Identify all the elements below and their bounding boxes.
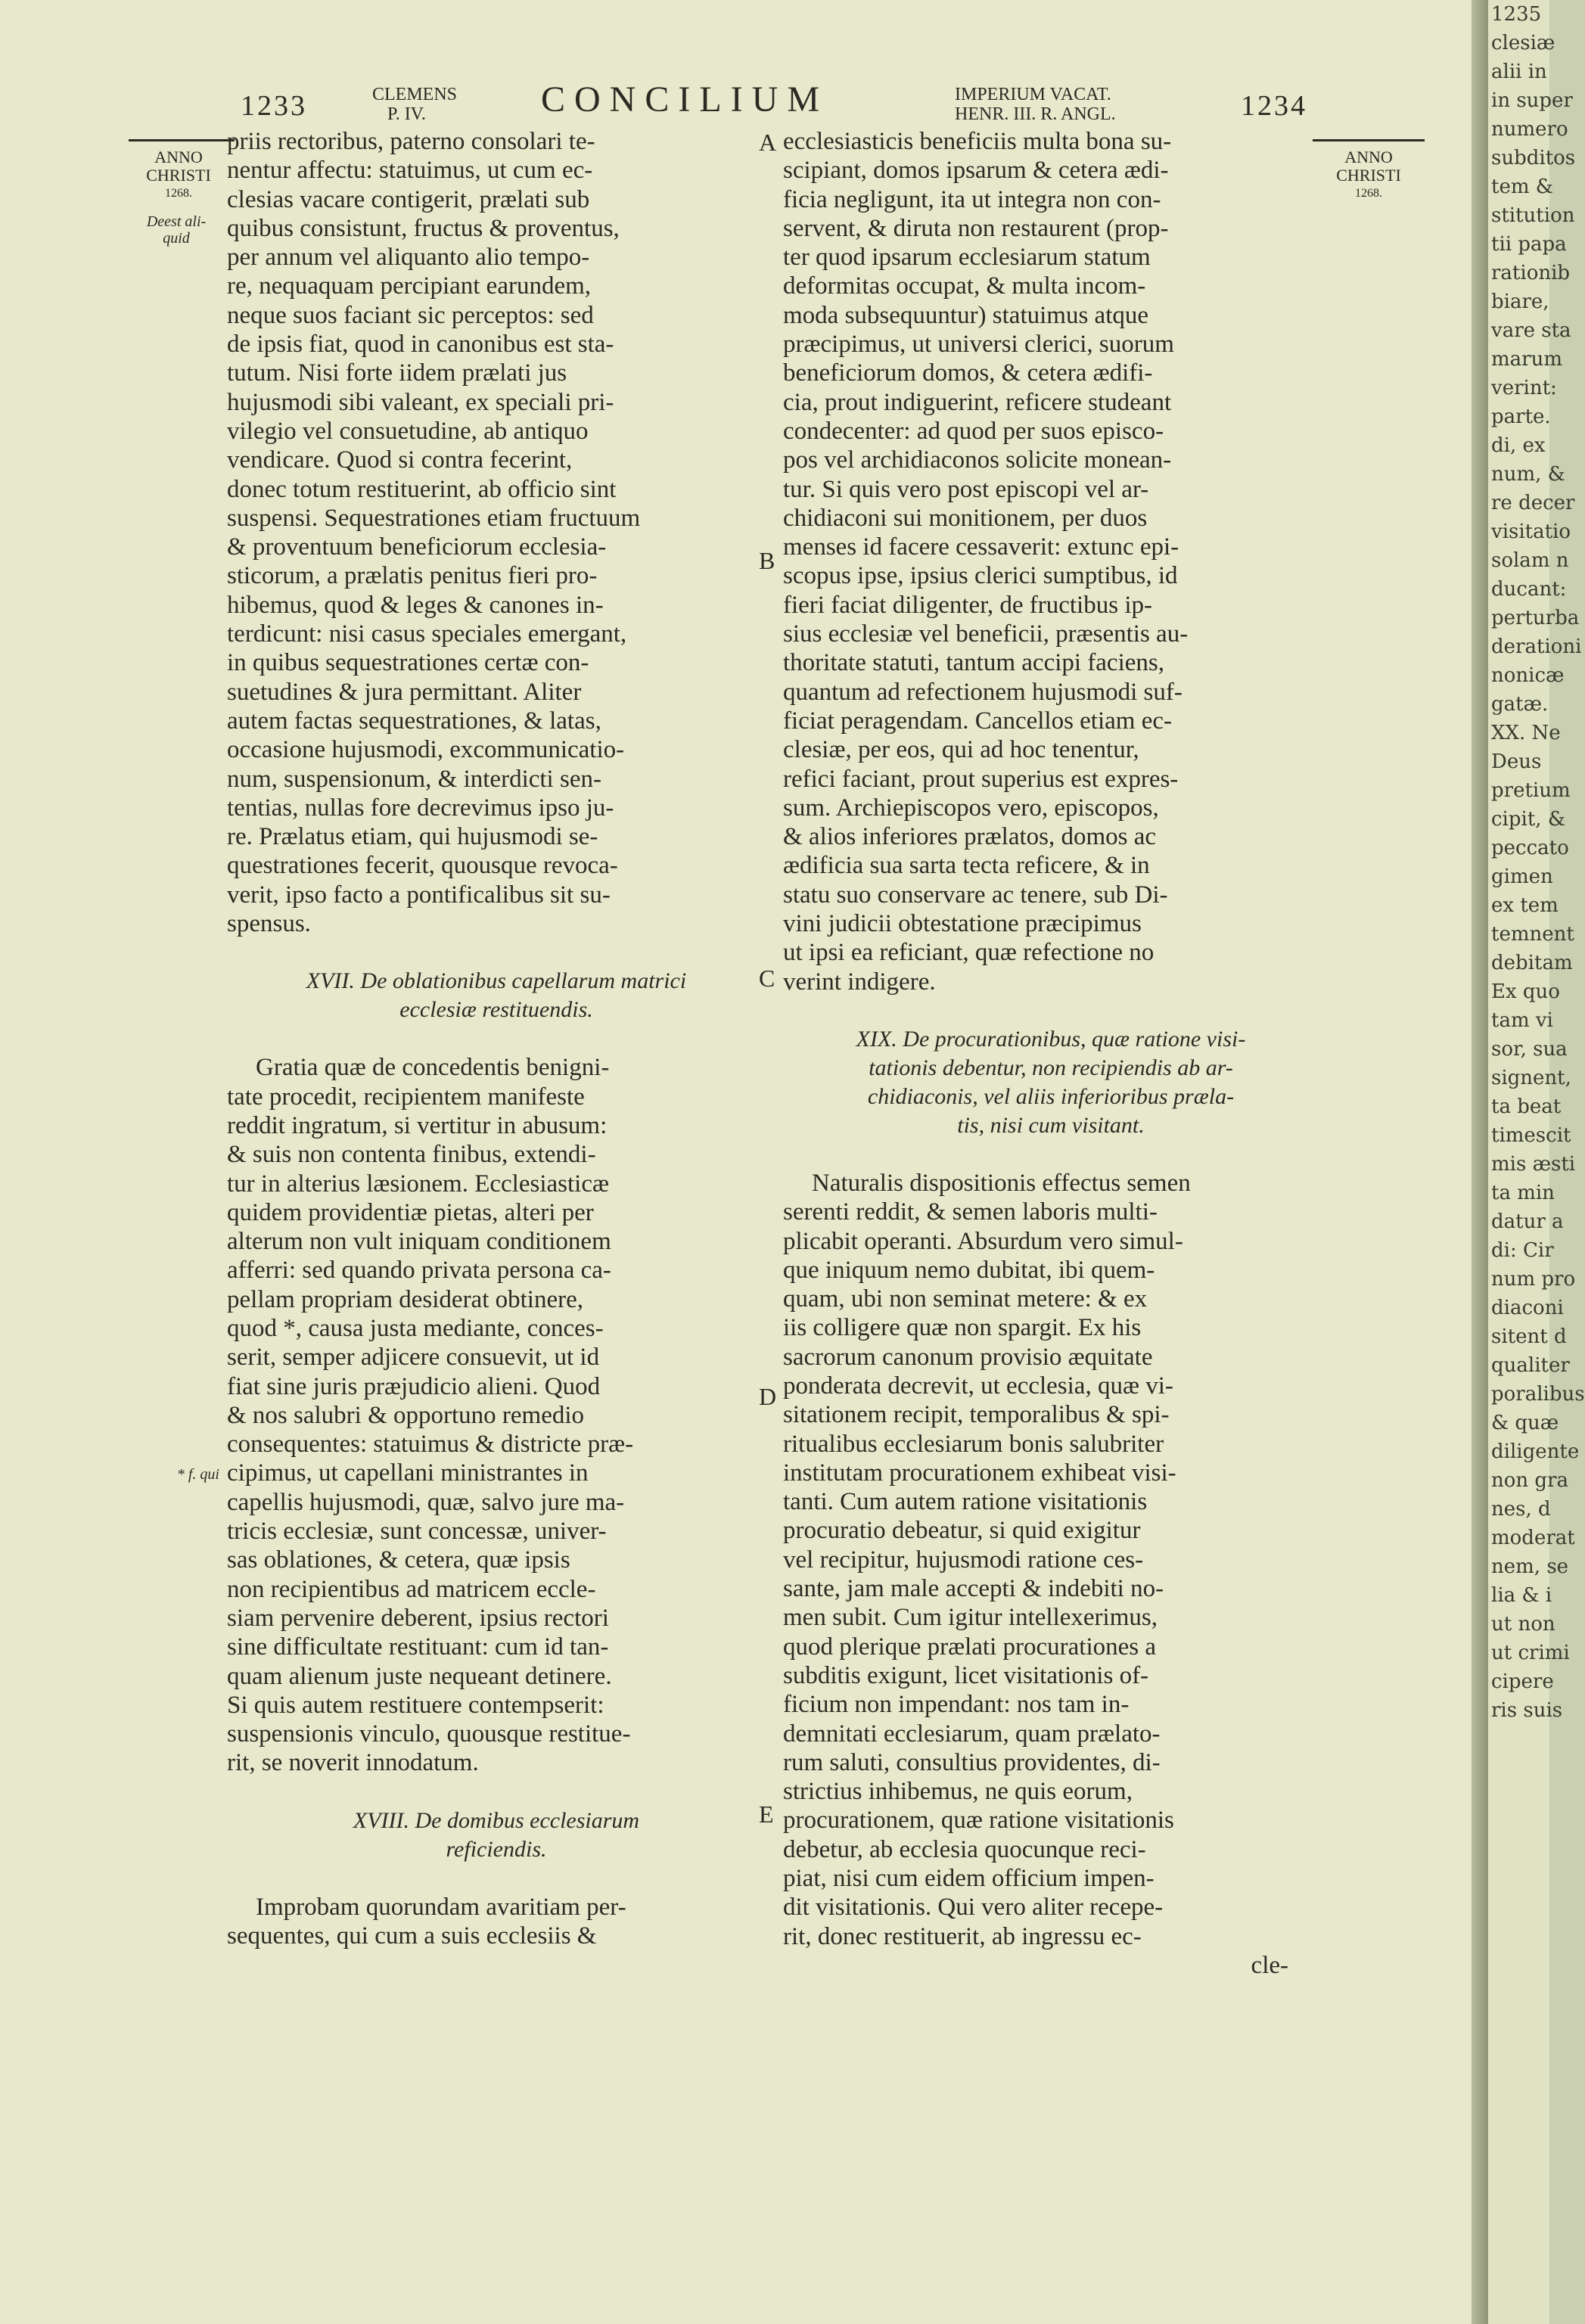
margin-note-variant-reading: * f. qui <box>176 1466 219 1483</box>
text-line: rum saluti, consultius providentes, di- <box>783 1748 1161 1776</box>
christi-label: CHRISTI <box>1336 166 1401 185</box>
text-line: quam, ubi non seminat metere: & ex <box>783 1285 1148 1313</box>
book-gutter <box>1472 0 1488 2324</box>
text-line: deformitas occupat, & multa incom- <box>783 272 1146 300</box>
facing-page-fragment: cipit, & <box>1491 808 1565 831</box>
text-line: per annum vel aliquanto alio tempo- <box>227 244 590 272</box>
text-line: iis colligere quæ non spargit. Ex his <box>783 1314 1142 1342</box>
text-line: re, nequaquam percipiant earundem, <box>227 272 592 300</box>
text-line: tanti. Cum autem ratione visitationis <box>783 1488 1148 1516</box>
anno-christi-left <box>130 148 227 203</box>
text-line: quidem providentiæ pietas, alteri per <box>227 1198 594 1226</box>
facing-page-fragment: debitam <box>1491 952 1573 974</box>
text-line: hibemus, quod & leges & canones in- <box>227 591 604 619</box>
left-block-3 <box>227 1893 766 1951</box>
facing-page-fragment: vare sta <box>1491 319 1571 342</box>
margin-note-line: Deest ali- <box>146 213 207 230</box>
facing-page-fragment: derationi <box>1491 635 1582 658</box>
text-line: cipimus, ut capellani ministrantes in <box>227 1459 589 1487</box>
facing-page-fragment: XX. Ne <box>1491 722 1561 744</box>
text-line: moda subsequuntur) statuimus atque <box>783 301 1149 329</box>
facing-page-fragment: visitatio <box>1491 520 1571 543</box>
facing-page-fragment: diligente <box>1491 1440 1580 1463</box>
text-line: menses id facere cessaverit: extunc epi- <box>783 533 1179 561</box>
text-line: verit, ipso facto a pontificalibus sit su- <box>227 881 611 909</box>
facing-page-fragment: biare, <box>1491 290 1549 313</box>
text-line: ficium non impendant: nos tam in- <box>783 1691 1130 1719</box>
text-line: & alios inferiores prælatos, domos ac <box>783 823 1157 851</box>
facing-page-fragment: nem, se <box>1491 1555 1569 1578</box>
text-line: suetudines & jura permittant. Aliter <box>227 678 582 706</box>
text-line: demnitati ecclesiarum, quam prælato- <box>783 1720 1161 1748</box>
text-line: questrationes fecerit, quousque revoca- <box>227 852 618 880</box>
text-line: strictius inhibemus, ne quis eorum, <box>783 1778 1133 1806</box>
facing-page-fragment: pretium <box>1491 779 1571 802</box>
text-line: vendicare. Quod si contra fecerint, <box>227 446 573 474</box>
text-line: tate procedit, recipientem manifeste <box>227 1083 585 1111</box>
year-label: 1268. <box>1355 187 1382 200</box>
text-line: serit, semper adjicere consuevit, ut id <box>227 1344 600 1372</box>
catchword: cle- <box>1251 1951 1288 1979</box>
text-line: & suis non contenta finibus, extendi- <box>227 1141 596 1169</box>
text-line: ritualibus ecclesiarum bonis salubriter <box>783 1430 1164 1458</box>
text-line: ficiat peragendam. Cancellos etiam ec- <box>783 707 1172 735</box>
text-line: Si quis autem restituere contempserit: <box>227 1691 604 1719</box>
margin-note-line: quid <box>163 230 190 247</box>
facing-page-fragment: tam vi <box>1491 1009 1553 1032</box>
text-line: num, suspensionum, & interdicti sen- <box>227 765 601 793</box>
facing-page-fragment: timescit <box>1491 1124 1571 1147</box>
text-line: ponderata decrevit, ut ecclesia, quæ vi- <box>783 1372 1173 1400</box>
text-line: ecclesiasticis beneficiis multa bona su- <box>783 128 1172 155</box>
text-line: consequentes: statuimus & districte præ- <box>227 1431 634 1459</box>
facing-page-fragment: ris suis <box>1491 1699 1563 1722</box>
section-heading-18 <box>227 1807 766 1864</box>
spacer <box>227 1024 766 1053</box>
heading-line: tis, nisi cum visitant. <box>957 1112 1145 1138</box>
text-line: terdicunt: nisi casus speciales emergant, <box>227 620 627 648</box>
facing-page-fragment: di: Cir <box>1491 1239 1554 1262</box>
section-letter-b: B <box>759 547 775 574</box>
spacer <box>227 938 766 967</box>
text-line: præcipimus, ut universi clerici, suorum <box>783 331 1174 359</box>
facing-page-fragment: ducant: <box>1491 578 1567 601</box>
text-line: plicabit operanti. Absurdum vero simul- <box>783 1227 1183 1255</box>
facing-page-fragment: clesiæ <box>1491 32 1555 54</box>
facing-page-fragment: ut crimi <box>1491 1642 1570 1664</box>
facing-page-fragment: signent, <box>1491 1067 1571 1089</box>
text-line: debetur, ab ecclesia quocunque reci- <box>783 1835 1146 1863</box>
text-line: Gratia quæ de concedentis benigni- <box>256 1054 610 1082</box>
heading-line: ecclesiæ restituendis. <box>399 997 593 1023</box>
facing-page-fragment: Deus <box>1491 750 1542 773</box>
facing-page-fragment: stitution <box>1491 204 1575 227</box>
text-line: afferri: sed quando privata persona ca- <box>227 1257 611 1285</box>
facing-page-fragment: sitent d <box>1491 1325 1567 1348</box>
text-line: servent, & diruta non restaurent (prop- <box>783 214 1169 242</box>
text-line: verint indigere. <box>783 968 936 996</box>
text-line: rit, se noverit innodatum. <box>227 1749 479 1777</box>
text-line: quibus consistunt, fructus & proventus, <box>227 214 620 242</box>
section-letter-d: D <box>759 1383 777 1410</box>
text-line: clesias vacare contigerit, prælati sub <box>227 185 590 213</box>
facing-page-fragment: verint: <box>1491 377 1557 399</box>
anno-label: ANNO <box>1344 148 1393 166</box>
anno-christi-right <box>1313 148 1425 203</box>
text-line: rit, donec restituerit, ab ingressu ec- <box>783 1922 1142 1950</box>
text-line: Naturalis dispositionis effectus semen <box>812 1169 1191 1197</box>
text-line: quam alienum juste nequeant detinere. <box>227 1662 612 1690</box>
text-line: donec totum restituerint, ab officio sint <box>227 475 617 503</box>
text-line: quantum ad refectionem hujusmodi suf- <box>783 678 1183 706</box>
anno-label: ANNO <box>154 148 203 166</box>
page-number-left: 1233 <box>241 90 307 122</box>
facing-page-fragment: re decer <box>1491 492 1575 514</box>
year-label: 1268. <box>165 187 192 200</box>
text-line: nentur affectu: statuimus, ut cum ec- <box>227 157 593 185</box>
facing-page-fragment: datur a <box>1491 1210 1564 1233</box>
text-line: vilegio vel consuetudine, ab antiquo <box>227 417 589 445</box>
text-line: cia, prout indiguerint, reficere studeant <box>783 388 1172 416</box>
running-head-right-line1: IMPERIUM VACAT. <box>955 85 1111 104</box>
facing-page-fragment: mis æsti <box>1491 1153 1576 1176</box>
text-line: pos vel archidiaconos solicite monean- <box>783 446 1172 474</box>
text-line: tentias, nullas fore decrevimus ipso ju- <box>227 794 614 822</box>
text-line: Improbam quorundam avaritiam per- <box>256 1893 626 1921</box>
running-head-left-line1: CLEMENS <box>372 85 458 104</box>
heading-line: XIX. De procurationibus, quæ ratione visi- <box>856 1026 1246 1052</box>
left-block-1 <box>227 127 766 938</box>
margin-note-deest <box>135 213 218 247</box>
margin-rule-right <box>1313 139 1425 141</box>
facing-page-fragment: sor, sua <box>1491 1038 1568 1061</box>
facing-page-fragment: tii papa <box>1491 233 1567 256</box>
text-line: suspensi. Sequestrationes etiam fructuum <box>227 504 641 532</box>
text-line: & nos salubri & opportuno remedio <box>227 1401 585 1429</box>
spacer <box>783 1140 1319 1169</box>
text-line: sas oblationes, & cetera, quæ ipsis <box>227 1546 570 1574</box>
text-line: que iniquum nemo dubitat, ibi quem- <box>783 1256 1155 1284</box>
left-block-2 <box>227 1053 766 1777</box>
facing-page-fragment: marum <box>1491 348 1562 371</box>
margin-rule-left <box>129 139 235 141</box>
text-line: siam pervenire deberent, ipsius rectori <box>227 1604 609 1632</box>
running-title: CONCILIUM <box>541 79 828 120</box>
facing-page-fragment: gatæ. <box>1491 693 1549 716</box>
text-line: re. Prælatus etiam, qui hujusmodi se- <box>227 823 598 851</box>
text-line: sitationem recipit, temporalibus & spi- <box>783 1401 1170 1429</box>
text-line: fieri faciat diligenter, de fructibus ip- <box>783 591 1152 619</box>
facing-page-fragment: lia & i <box>1491 1584 1552 1607</box>
heading-line: tationis debentur, non recipiendis ab ar- <box>869 1055 1233 1080</box>
facing-page-fragment: di, ex <box>1491 434 1546 457</box>
heading-line: XVII. De oblationibus capellarum matrici <box>306 968 687 994</box>
facing-page-fragment: numero <box>1491 118 1568 141</box>
text-line: quod plerique prælati procurationes a <box>783 1633 1157 1661</box>
text-line: tur. Si quis vero post episcopi vel ar- <box>783 475 1149 503</box>
text-line: neque suos faciant sic perceptos: sed <box>227 301 594 329</box>
text-line: scopus ipse, ipsius clerici sumptibus, id <box>783 562 1178 590</box>
section-letter-c: C <box>759 965 775 992</box>
spacer <box>227 1778 766 1807</box>
text-line: suspensionis vinculo, quousque restitue- <box>227 1720 631 1748</box>
facing-page-fragment: in super <box>1491 89 1573 112</box>
text-line: sequentes, qui cum a suis ecclesiis & <box>227 1922 597 1950</box>
text-line: autem factas sequestrationes, & latas, <box>227 707 601 735</box>
spacer <box>783 996 1319 1025</box>
text-line: institutam procurationem exhibeat visi- <box>783 1459 1176 1487</box>
text-line: quod *, causa justa mediante, conces- <box>227 1314 604 1342</box>
text-line: vel recipitur, hujusmodi ratione ces- <box>783 1546 1144 1574</box>
text-line: ficia negligunt, ita ut integra non con- <box>783 185 1161 213</box>
text-line: statu suo conservare ac tenere, sub Di- <box>783 881 1168 909</box>
facing-page-fragment: peccato <box>1491 837 1569 859</box>
left-text-column <box>227 127 766 1950</box>
facing-page-fragment: non gra <box>1491 1469 1568 1492</box>
facing-page-fragment: nonicæ <box>1491 664 1565 687</box>
text-line: ut ipsi ea reficiant, quæ refectione no <box>783 939 1155 967</box>
facing-page-fragment: & quæ <box>1491 1412 1559 1434</box>
text-line: non recipientibus ad matricem eccle- <box>227 1575 596 1603</box>
text-line: occasione hujusmodi, excommunicatio- <box>227 736 625 764</box>
text-line: tricis ecclesiæ, sunt concessæ, univer- <box>227 1518 607 1546</box>
facing-page-fragment: perturba <box>1491 607 1580 629</box>
facing-page-fragment: poralibus <box>1491 1383 1585 1406</box>
section-letter-a: A <box>759 129 777 156</box>
facing-page-fragment: gimen <box>1491 865 1553 888</box>
section-heading-17 <box>227 967 766 1024</box>
facing-page-fragment: ut non <box>1491 1613 1555 1636</box>
text-line: ter quod ipsarum ecclesiarum statum <box>783 244 1151 272</box>
text-line: hujusmodi sibi valeant, ex speciali pri- <box>227 388 614 416</box>
facing-page-fragment: parte. <box>1491 405 1551 428</box>
text-line: dit visitationis. Qui vero aliter recepe- <box>783 1894 1164 1922</box>
text-line: sticorum, a prælatis penitus fieri pro- <box>227 562 598 590</box>
section-letter-e: E <box>759 1800 774 1828</box>
heading-line: chidiaconis, vel aliis inferioribus præla- <box>867 1083 1235 1109</box>
text-line: chidiaconi sui monitionem, per duos <box>783 504 1148 532</box>
facing-page-fragment: moderat <box>1491 1527 1575 1549</box>
text-line: scipiant, domos ipsarum & cetera ædi- <box>783 157 1169 185</box>
text-line: pellam propriam desiderat obtinere, <box>227 1285 583 1313</box>
text-line: capellis hujusmodi, quæ, salvo jure ma- <box>227 1488 625 1516</box>
facing-page-fragment: qualiter <box>1491 1354 1570 1377</box>
page-number-right: 1234 <box>1241 90 1307 122</box>
text-line: sum. Archiepiscopos vero, episcopos, <box>783 794 1159 822</box>
text-line: piat, nisi cum eidem officium impen- <box>783 1865 1155 1893</box>
text-line: men subit. Cum igitur intellexerimus, <box>783 1604 1158 1632</box>
heading-line: reficiendis. <box>446 1836 547 1862</box>
facing-page-fragment: ta beat <box>1491 1095 1562 1118</box>
facing-page-fragment: temnent <box>1491 923 1574 946</box>
right-block-2 <box>783 1169 1319 1951</box>
section-heading-19 <box>783 1025 1319 1140</box>
facing-page-fragment: Ex quo <box>1491 980 1560 1003</box>
right-block-1 <box>783 127 1319 996</box>
text-line: & proventuum beneficiorum ecclesia- <box>227 533 607 561</box>
christi-label: CHRISTI <box>146 166 211 185</box>
facing-page-fragment: ex tem <box>1491 894 1559 917</box>
text-line: condecenter: ad quod per suos episco- <box>783 417 1164 445</box>
text-line: clesiæ, per eos, qui ad hoc tenentur, <box>783 736 1139 764</box>
facing-page-fragment: rationib <box>1491 262 1571 284</box>
facing-page-fragment: tem & <box>1491 176 1553 198</box>
text-line: vini judicii obtestatione præcipimus <box>783 910 1142 938</box>
facing-page-fragment: ta min <box>1491 1182 1555 1204</box>
text-line: fiat sine juris præjudicio alieni. Quod <box>227 1372 601 1400</box>
text-line: sante, jam male accepti & indebiti no- <box>783 1575 1164 1603</box>
facing-page-fragment: num pro <box>1491 1268 1576 1291</box>
facing-page-fragment: diaconi <box>1491 1297 1564 1319</box>
text-line: ædificia sua sarta tecta reficere, & in <box>783 852 1150 880</box>
facing-page-fragment: nes, d <box>1491 1498 1551 1521</box>
text-line: alterum non vult iniquam conditionem <box>227 1228 611 1256</box>
text-line: tur in alterius læsionem. Ecclesiasticæ <box>227 1170 609 1198</box>
facing-page-fragment: alii in <box>1491 61 1547 83</box>
text-line: priis rectoribus, paterno consolari te- <box>227 128 595 155</box>
text-line: procuratio debeatur, si quid exigitur <box>783 1517 1141 1545</box>
facing-page-fragment: cipere <box>1491 1670 1554 1693</box>
text-line: de ipsis fiat, quod in canonibus est sta- <box>227 331 614 359</box>
text-line: serenti reddit, & semen laboris multi- <box>783 1198 1158 1226</box>
text-line: reddit ingratum, si vertitur in abusum: <box>227 1111 608 1139</box>
facing-page-fragment: subditos <box>1491 147 1576 169</box>
text-line: refici faciant, prout superius est expres- <box>783 765 1179 793</box>
facing-page-fragment: solam n <box>1491 549 1569 572</box>
facing-page-fragment: num, & <box>1491 463 1565 486</box>
text-line: thoritate statuti, tantum accipi faciens, <box>783 649 1164 677</box>
text-line: subditis exigunt, licet visitationis of- <box>783 1661 1149 1689</box>
text-line: spensus. <box>227 910 311 938</box>
text-line: sacrorum canonum provisio æquitate <box>783 1343 1153 1371</box>
running-head-right-line2: HENR. III. R. ANGL. <box>955 104 1116 124</box>
text-line: sine difficultate restituant: cum id tan- <box>227 1633 609 1661</box>
text-line: sius ecclesiæ vel beneficii, præsentis au- <box>783 620 1189 648</box>
text-line: tutum. Nisi forte iidem prælati jus <box>227 359 567 387</box>
running-head-left-line2: P. IV. <box>387 104 426 124</box>
spacer <box>227 1864 766 1893</box>
facing-page-edge <box>1488 0 1585 2324</box>
text-line: in quibus sequestrationes certæ con- <box>227 649 589 677</box>
text-line: procurationem, quæ ratione visitationis <box>783 1807 1174 1835</box>
right-text-column <box>783 127 1319 1980</box>
facing-page-fragment: 1235 <box>1491 3 1542 26</box>
text-line: beneficiorum domos, & cetera ædifi- <box>783 359 1153 387</box>
heading-line: XVIII. De domibus ecclesiarum <box>353 1807 640 1833</box>
